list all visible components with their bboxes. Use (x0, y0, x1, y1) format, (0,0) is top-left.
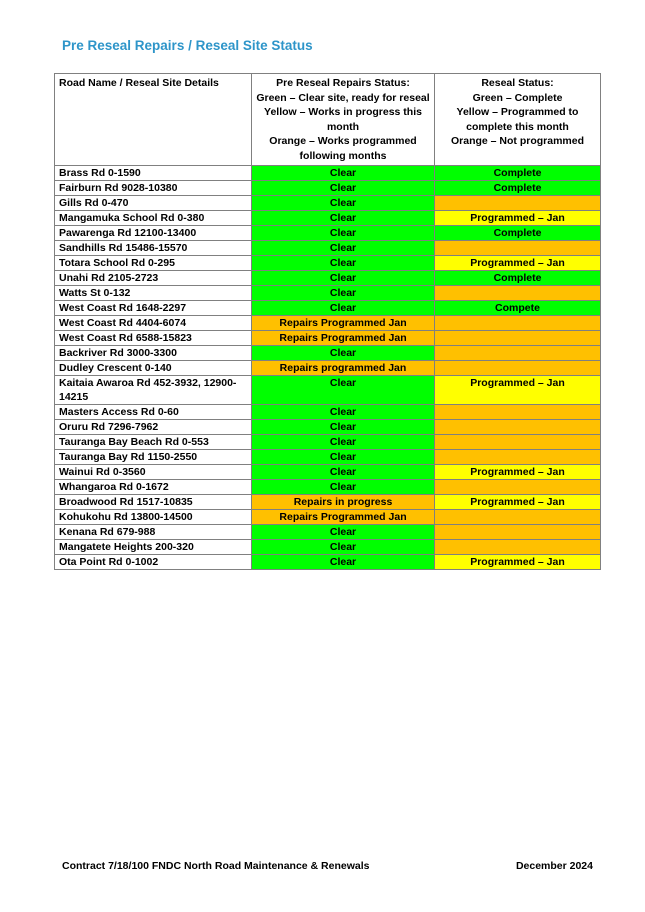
road-name-cell: Ota Point Rd 0-1002 (55, 554, 252, 569)
reseal-status-cell (435, 404, 601, 419)
reseal-status-cell (435, 360, 601, 375)
table-row (55, 554, 601, 569)
table-row (55, 255, 601, 270)
road-name-cell: Backriver Rd 3000-3300 (55, 345, 252, 360)
repair-status-cell: Clear (252, 375, 435, 404)
reseal-status-cell: Programmed – Jan (435, 554, 601, 569)
header-repair-status (252, 74, 435, 166)
road-name-cell: Wainui Rd 0-3560 (55, 464, 252, 479)
reseal-status-cell (435, 434, 601, 449)
road-name-cell: West Coast Rd 4404-6074 (55, 315, 252, 330)
table-row (55, 404, 601, 419)
reseal-status-table (54, 73, 601, 570)
reseal-status-cell (435, 539, 601, 554)
table-row (55, 300, 601, 315)
road-name-cell: West Coast Rd 1648-2297 (55, 300, 252, 315)
road-name-cell: Gills Rd 0-470 (55, 195, 252, 210)
reseal-status-cell (435, 330, 601, 345)
table-header-row (55, 74, 601, 166)
road-name-cell: Whangaroa Rd 0-1672 (55, 479, 252, 494)
header-reseal-line: Orange – Not programmed (450, 135, 585, 148)
reseal-status-cell (435, 195, 601, 210)
repair-status-cell: Clear (252, 225, 435, 240)
table-row (55, 270, 601, 285)
road-name-cell: Watts St 0-132 (55, 285, 252, 300)
repair-status-cell: Clear (252, 195, 435, 210)
road-name-cell: Sandhills Rd 15486-15570 (55, 240, 252, 255)
reseal-status-cell: Compete (435, 300, 601, 315)
reseal-status-cell: Programmed – Jan (435, 464, 601, 479)
reseal-status-cell (435, 449, 601, 464)
table-row (55, 375, 601, 404)
repair-status-cell: Clear (252, 210, 435, 225)
table-row (55, 165, 601, 180)
header-reseal-line: Reseal Status: (481, 77, 554, 89)
header-reseal-status (435, 74, 601, 166)
road-name-cell: Broadwood Rd 1517-10835 (55, 494, 252, 509)
reseal-status-cell: Complete (435, 180, 601, 195)
road-name-cell: Kohukohu Rd 13800-14500 (55, 509, 252, 524)
header-road: Road Name / Reseal Site Details (55, 74, 252, 166)
table-row (55, 539, 601, 554)
repair-status-cell: Clear (252, 165, 435, 180)
road-name-cell: West Coast Rd 6588-15823 (55, 330, 252, 345)
repair-status-cell: Clear (252, 539, 435, 554)
table-row (55, 524, 601, 539)
repair-status-cell: Repairs Programmed Jan (252, 509, 435, 524)
page-title: Pre Reseal Repairs / Reseal Site Status (62, 38, 313, 53)
road-name-cell: Kenana Rd 679-988 (55, 524, 252, 539)
repair-status-cell: Clear (252, 449, 435, 464)
repair-status-cell: Repairs in progress (252, 494, 435, 509)
reseal-status-cell: Complete (435, 225, 601, 240)
repair-status-cell: Clear (252, 554, 435, 569)
road-name-cell: Mangatete Heights 200-320 (55, 539, 252, 554)
repair-status-cell: Repairs programmed Jan (252, 360, 435, 375)
table-row (55, 449, 601, 464)
repair-status-cell: Clear (252, 180, 435, 195)
road-name-cell: Totara School Rd 0-295 (55, 255, 252, 270)
table-row (55, 494, 601, 509)
road-name-cell: Mangamuka School Rd 0-380 (55, 210, 252, 225)
reseal-status-cell (435, 524, 601, 539)
repair-status-cell: Clear (252, 419, 435, 434)
table-row (55, 225, 601, 240)
reseal-status-cell: Programmed – Jan (435, 494, 601, 509)
table-row (55, 180, 601, 195)
repair-status-cell: Repairs Programmed Jan (252, 315, 435, 330)
header-repair-line: Orange – Works programmed following months (269, 135, 417, 162)
table-row (55, 315, 601, 330)
table-row (55, 419, 601, 434)
reseal-status-cell: Complete (435, 270, 601, 285)
repair-status-cell: Repairs Programmed Jan (252, 330, 435, 345)
repair-status-cell: Clear (252, 479, 435, 494)
road-name-cell: Tauranga Bay Beach Rd 0-553 (55, 434, 252, 449)
reseal-status-cell (435, 509, 601, 524)
repair-status-cell: Clear (252, 300, 435, 315)
reseal-status-cell (435, 315, 601, 330)
table-row (55, 360, 601, 375)
road-name-cell: Pawarenga Rd 12100-13400 (55, 225, 252, 240)
header-reseal-line: Green – Complete (472, 91, 563, 104)
table-row (55, 434, 601, 449)
table-row (55, 195, 601, 210)
repair-status-cell: Clear (252, 240, 435, 255)
road-name-cell: Kaitaia Awaroa Rd 452-3932, 12900-14215 (55, 375, 252, 404)
header-repair-line: Yellow – Works in progress this month (264, 106, 422, 133)
table-row (55, 509, 601, 524)
reseal-status-cell (435, 285, 601, 300)
road-name-cell: Masters Access Rd 0-60 (55, 404, 252, 419)
header-repair-line: Pre Reseal Repairs Status: (276, 77, 410, 89)
reseal-status-cell (435, 419, 601, 434)
reseal-status-cell: Programmed – Jan (435, 210, 601, 225)
table-row (55, 285, 601, 300)
repair-status-cell: Clear (252, 255, 435, 270)
road-name-cell: Dudley Crescent 0-140 (55, 360, 252, 375)
road-name-cell: Fairburn Rd 9028-10380 (55, 180, 252, 195)
road-name-cell: Oruru Rd 7296-7962 (55, 419, 252, 434)
table-row (55, 330, 601, 345)
repair-status-cell: Clear (252, 345, 435, 360)
reseal-status-cell: Programmed – Jan (435, 255, 601, 270)
repair-status-cell: Clear (252, 285, 435, 300)
footer-date: December 2024 (515, 860, 593, 872)
road-name-cell: Brass Rd 0-1590 (55, 165, 252, 180)
repair-status-cell: Clear (252, 404, 435, 419)
repair-status-cell: Clear (252, 434, 435, 449)
table-row (55, 464, 601, 479)
header-repair-line: Green – Clear site, ready for reseal (256, 91, 430, 104)
table-row (55, 345, 601, 360)
repair-status-cell: Clear (252, 270, 435, 285)
table-row (55, 479, 601, 494)
reseal-status-cell: Complete (435, 165, 601, 180)
road-name-cell: Unahi Rd 2105-2723 (55, 270, 252, 285)
repair-status-cell: Clear (252, 464, 435, 479)
reseal-status-cell (435, 479, 601, 494)
table-row (55, 240, 601, 255)
repair-status-cell: Clear (252, 524, 435, 539)
road-name-cell: Tauranga Bay Rd 1150-2550 (55, 449, 252, 464)
reseal-status-cell (435, 240, 601, 255)
reseal-status-cell: Programmed – Jan (435, 375, 601, 404)
header-reseal-line: Yellow – Programmed to complete this month (456, 106, 579, 133)
table-row (55, 210, 601, 225)
footer-contract: Contract 7/18/100 FNDC North Road Maintenance & Renewals (62, 860, 370, 872)
reseal-status-cell (435, 345, 601, 360)
